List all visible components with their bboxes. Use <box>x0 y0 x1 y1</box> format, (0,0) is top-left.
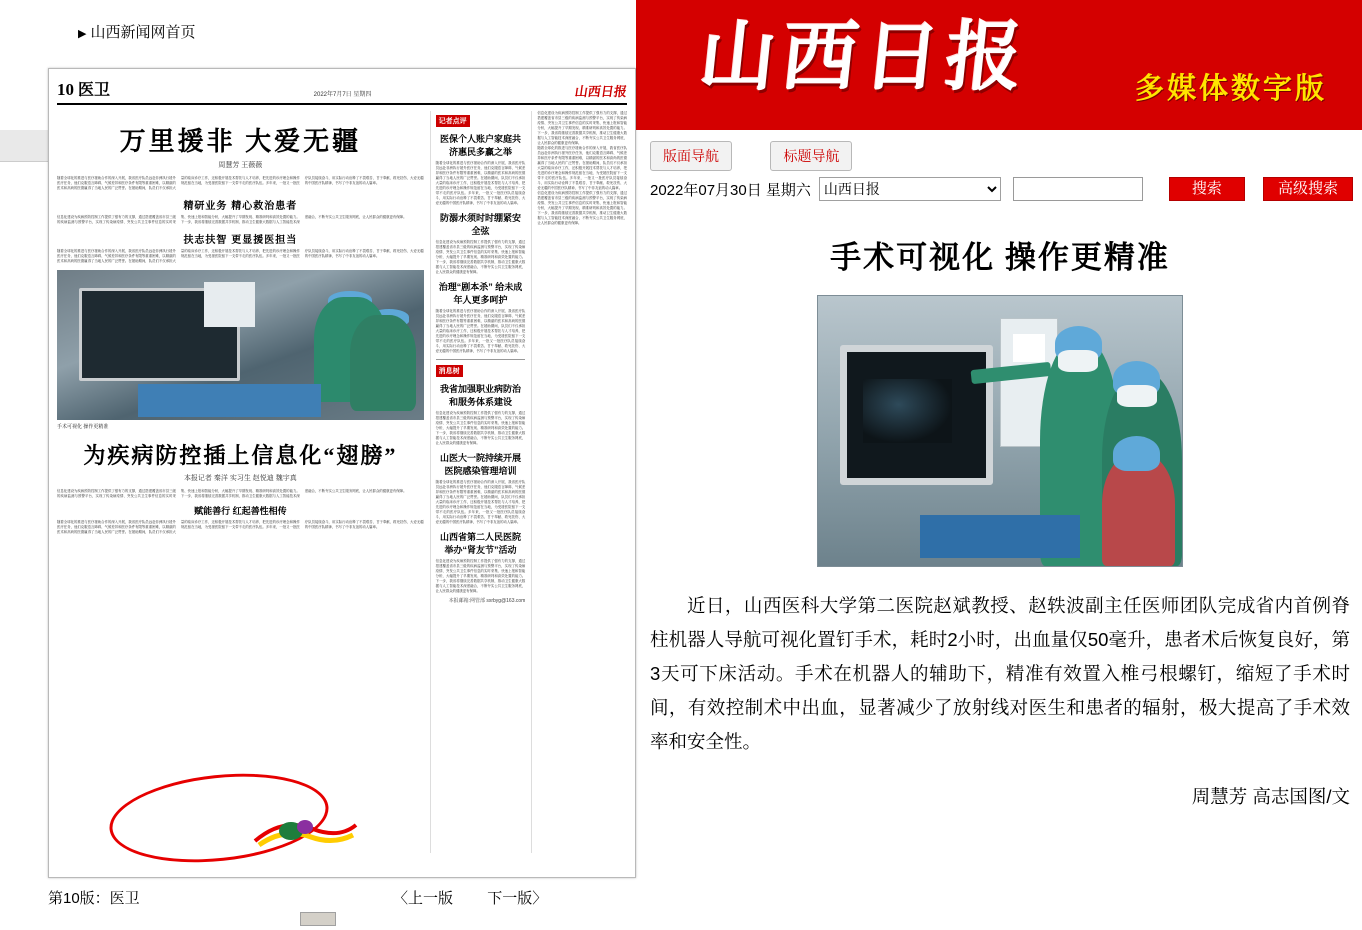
newspaper-body-text: 随着全球化的推进与医疗援助合作的深入开展，我省医疗队员远赴非洲执行援外医疗任务，他们克服语言障碍、气候差异和医疗条件有限等重重困难，以精湛的医术和高尚的医德赢得了当地人民的广泛赞誉。在援助期间，队员们不仅承担大量的临床诊疗工作，还积极开展技术帮扶与人才培养，把先进的诊疗理念和操作规范留在当地，为受援医院留下一支带不走的医疗队伍。多年来，一批又一批医疗队员接续奋斗，用实际行动诠释了不畏艰苦、甘于奉献、救死扶伤、大爱无疆的中国医疗队精神，书写了中非友谊的动人篇章。 <box>435 480 526 524</box>
newspaper-body-text: 信息化建设为疾病预防控制工作提供了强有力的支撑，通过搭建覆盖省市县三级的疾病监测与预警平台，实现了传染病疫情、突发公共卫生事件信息的实时采集、快速上报和智能分析，大幅提升了早期发现、精准研判和高效处置的能力。下一步，我省将继续完善数据共享机制，推动卫生健康大数据与人工智能技术深度融合，不断夯实公共卫生服务网底，让人民群众的健康更有保障。 <box>435 559 526 593</box>
newspaper-subhead-2: 扶志扶智 更显援医担当 <box>183 235 298 246</box>
newspaper-body-text: 信息化建设为疾病预防控制工作提供了强有力的支撑，通过搭建覆盖省市县三级的疾病监测与预警平台，实现了传染病疫情、突发公共卫生事件信息的实时采集、快速上报和智能分析，大幅提升了早期发现、精准研判和高效处置的能力。下一步，我省将继续完善数据共享机制，推动卫生健康大数据与人工智能技术深度融合，不断夯实公共卫生服务网底，让人民群众的健康更有保障。 <box>537 191 627 225</box>
horizontal-scrollbar-thumb[interactable] <box>300 912 336 926</box>
newspaper-column-3 <box>531 111 627 853</box>
site-logo-subtitle: 多媒体数字版 <box>1135 73 1328 105</box>
search-button[interactable]: 搜索 <box>1169 177 1245 201</box>
cart-shape <box>204 282 255 327</box>
operating-table-shape <box>138 384 321 417</box>
triangle-right-icon: ▶ <box>78 28 87 40</box>
newspaper-column-2 <box>430 111 526 853</box>
tag-badge: 记者点评 <box>436 115 470 127</box>
paper-footer <box>48 884 636 914</box>
newspaper-subhead-3: 赋能善行 红起善性相传 <box>194 506 287 516</box>
newspaper-page-preview[interactable] <box>48 68 636 878</box>
colored-scribble-annotation <box>253 811 358 851</box>
newspaper-tag-comment <box>436 115 526 127</box>
newspaper-body-text: 随着全球化的推进与医疗援助合作的深入开展，我省医疗队员远赴非洲执行援外医疗任务，他们克服语言障碍、气候差异和医疗条件有限等重重困难，以精湛的医术和高尚的医德赢得了当地人民的广泛赞誉。在援助期间，队员们不仅承担大量的临床诊疗工作，还积极开展技术帮扶与人才培养，把先进的诊疗理念和操作规范留在当地，为受援医院留下一支带不走的医疗队伍。多年来，一批又一批医疗队员接续奋斗，用实际行动诠释了不畏艰苦、甘于奉献、救死扶伤、大爱无疆的中国医疗队精神，书写了中非友谊的动人篇章。 <box>57 176 424 190</box>
cart-label-shape <box>1013 334 1044 362</box>
next-page-link[interactable]: 下一版〉 <box>487 890 548 907</box>
operating-table-shape <box>920 515 1080 558</box>
newspaper-col2-head-5: 山医大一院持续开展医院感染管理培训 <box>439 453 521 476</box>
home-link-label: 山西新闻网首页 <box>90 24 196 41</box>
nav-button-group <box>650 141 886 171</box>
newspaper-body-text: 随着全球化的推进与医疗援助合作的深入开展，我省医疗队员远赴非洲执行援外医疗任务，他们克服语言障碍、气候差异和医疗条件有限等重重困难，以精湛的医术和高尚的医德赢得了当地人民的广泛赞誉。在援助期间，队员们不仅承担大量的临床诊疗工作，还积极开展技术帮扶与人才培养，把先进的诊疗理念和操作规范留在当地，为受援医院留下一支带不走的医疗队伍。多年来，一批又一批医疗队员接续奋斗，用实际行动诠释了不畏艰苦、甘于奉献、救死扶伤、大爱无疆的中国医疗队精神，书写了中非友谊的动人篇章。 <box>57 249 424 263</box>
site-logo-text: 山西日报 <box>695 16 1033 100</box>
title-nav-button[interactable]: 标题导航 <box>770 141 852 171</box>
newspaper-body-text: 随着全球化的推进与医疗援助合作的深入开展，我省医疗队员远赴非洲执行援外医疗任务，他们克服语言障碍、气候差异和医疗条件有限等重重困难，以精湛的医术和高尚的医德赢得了当地人民的广泛赞誉。在援助期间，队员们不仅承担大量的临床诊疗工作，还积极开展技术帮扶与人才培养，把先进的诊疗理念和操作规范留在当地，为受援医院留下一支带不走的医疗队伍。多年来，一批又一批医疗队员接续奋斗，用实际行动诠释了不畏艰苦、甘于奉献、救死扶伤、大爱无疆的中国医疗队精神，书写了中非友谊的动人篇章。 <box>57 520 424 534</box>
current-page-label: 第10版：医卫 <box>48 890 140 907</box>
article-credit: 周慧芳 高志国图/文 <box>1191 786 1350 807</box>
home-link[interactable] <box>78 21 195 42</box>
newspaper-page-number: 10 <box>57 80 74 99</box>
newspaper-page-section <box>57 77 110 100</box>
newspaper-headline-second: 为疾病防控插上信息化“翅膀” <box>83 443 398 468</box>
newspaper-photo-caption: 手术可视化 操作更精准 <box>57 424 109 430</box>
newspaper-photo <box>57 270 424 420</box>
newspaper-headline-main: 万里援非 大爱无疆 <box>119 127 362 156</box>
site-logo[interactable] <box>695 8 1040 108</box>
doctor-shape <box>350 315 416 411</box>
newspaper-body-text: 信息化建设为疾病预防控制工作提供了强有力的支撑，通过搭建覆盖省市县三级的疾病监测与预警平台，实现了传染病疫情、突发公共卫生事件信息的实时采集、快速上报和智能分析，大幅提升了早期发现、精准研判和高效处置的能力。下一步，我省将继续完善数据共享机制，推动卫生健康大数据与人工智能技术深度融合，不断夯实公共卫生服务网底，让人民群众的健康更有保障。 <box>435 411 526 445</box>
newspaper-masthead-row <box>57 77 627 105</box>
newspaper-columns <box>57 111 627 853</box>
surgical-mask-shape <box>1117 385 1157 407</box>
article-body: 近日，山西医科大学第二医院赵斌教授、赵轶波副主任医师团队完成省内首例脊柱机器人导航可视化置钉手术，耗时2小时，出血量仅50毫升，患者术后恢复良好，第3天可下床活动。手术在机器人的辅助下，精准有效置入椎弓根螺钉，缩短了手术时间，有效控制术中出血，显著减少了放射线对医生和患者的辐射，极大提高了手术效率和安全性。 <box>650 595 1350 752</box>
newspaper-tag-news <box>436 365 526 377</box>
pager <box>393 887 577 908</box>
tag-badge: 消息树 <box>436 365 463 377</box>
newspaper-footer-contact: 本报邮箱:网管部 sxrbyg@163.com <box>448 598 526 604</box>
newspaper-body-text: 随着全球化的推进与医疗援助合作的深入开展，我省医疗队员远赴非洲执行援外医疗任务，他们克服语言障碍、气候差异和医疗条件有限等重重困难，以精湛的医术和高尚的医德赢得了当地人民的广泛赞誉。在援助期间，队员们不仅承担大量的临床诊疗工作，还积极开展技术帮扶与人才培养，把先进的诊疗理念和操作规范留在当地，为受援医院留下一支带不走的医疗队伍。多年来，一批又一批医疗队员接续奋斗，用实际行动诠释了不畏艰苦、甘于奉献、救死扶伤、大爱无疆的中国医疗队精神，书写了中非友谊的动人篇章。 <box>537 146 627 190</box>
newspaper-section-name: 医卫 <box>78 82 111 99</box>
layout-nav-button[interactable]: 版面导航 <box>650 141 732 171</box>
search-input[interactable] <box>1013 177 1143 201</box>
newspaper-issue-info: 2022年7月7日 星期四 <box>313 92 372 98</box>
newspaper-brand: 山西日报 <box>573 84 628 99</box>
article-panel <box>650 222 1350 809</box>
newspaper-body-text: 信息化建设为疾病预防控制工作提供了强有力的支撑，通过搭建覆盖省市县三级的疾病监测与预警平台，实现了传染病疫情、突发公共卫生事件信息的实时采集、快速上报和智能分析，大幅提升了早期发现、精准研判和高效处置的能力。下一步，我省将继续完善数据共享机制，推动卫生健康大数据与人工智能技术深度融合，不断夯实公共卫生服务网底，让人民群众的健康更有保障。 <box>57 215 407 224</box>
prev-page-link[interactable]: 〈上一版 <box>393 890 454 907</box>
surgery-visualization-photo <box>817 295 1183 567</box>
newspaper-col2-head-1: 医保个人账户家庭共济惠民多赢之举 <box>439 134 521 157</box>
newspaper-page-inner <box>57 77 627 869</box>
newspaper-body-text: 随着全球化的推进与医疗援助合作的深入开展，我省医疗队员远赴非洲执行援外医疗任务，他们克服语言障碍、气候差异和医疗条件有限等重重困难，以精湛的医术和高尚的医德赢得了当地人民的广泛赞誉。在援助期间，队员们不仅承担大量的临床诊疗工作，还积极开展技术帮扶与人才培养，把先进的诊疗理念和操作规范留在当地，为受援医院留下一支带不走的医疗队伍。多年来，一批又一批医疗队员接续奋斗，用实际行动诠释了不畏艰苦、甘于奉献、救死扶伤、大爱无疆的中国医疗队精神，书写了中非友谊的动人篇章。 <box>435 309 526 353</box>
surgical-mask-shape <box>1058 350 1098 372</box>
newspaper-body-text: 随着全球化的推进与医疗援助合作的深入开展，我省医疗队员远赴非洲执行援外医疗任务，他们克服语言障碍、气候差异和医疗条件有限等重重困难，以精湛的医术和高尚的医德赢得了当地人民的广泛赞誉。在援助期间，队员们不仅承担大量的临床诊疗工作，还积极开展技术帮扶与人才培养，把先进的诊疗理念和操作规范留在当地，为受援医院留下一支带不走的医疗队伍。多年来，一批又一批医疗队员接续奋斗，用实际行动诠释了不畏艰苦、甘于奉献、救死扶伤、大爱无疆的中国医疗队精神，书写了中非友谊的动人篇章。 <box>435 161 526 205</box>
newspaper-body-text: 信息化建设为疾病预防控制工作提供了强有力的支撑，通过搭建覆盖省市县三级的疾病监测与预警平台，实现了传染病疫情、突发公共卫生事件信息的实时采集、快速上报和智能分析，大幅提升了早期发现、精准研判和高效处置的能力。下一步，我省将继续完善数据共享机制，推动卫生健康大数据与人工智能技术深度融合，不断夯实公共卫生服务网底，让人民群众的健康更有保障。 <box>435 240 526 274</box>
newspaper-column-main <box>57 111 424 853</box>
newspaper-col2-head-2: 防溺水须时时绷紧安全弦 <box>439 213 521 236</box>
newspaper-byline-second: 本报记者 秦洋 实习生 赵悦迪 魏宇真 <box>183 475 297 482</box>
divider <box>436 359 526 360</box>
newspaper-subhead-1: 精研业务 精心救治患者 <box>183 201 298 212</box>
search-bar <box>650 176 1353 202</box>
newspaper-col2-head-6: 山西省第二人民医院举办“肾友节”活动 <box>439 532 521 555</box>
monitor-icon <box>840 345 993 485</box>
newspaper-col2-head-3: 治理“剧本杀” 给未成年人更多呵护 <box>438 282 523 305</box>
newspaper-col2-head-4: 我省加强职业病防治和服务体系建设 <box>439 384 521 407</box>
issue-date-label: 2022年07月30日 星期六 <box>650 181 811 199</box>
newspaper-body-text: 信息化建设为疾病预防控制工作提供了强有力的支撑，通过搭建覆盖省市县三级的疾病监测与预警平台，实现了传染病疫情、突发公共卫生事件信息的实时采集、快速上报和智能分析，大幅提升了早期发现、精准研判和高效处置的能力。下一步，我省将继续完善数据共享机制，推动卫生健康大数据与人工智能技术深度融合，不断夯实公共卫生服务网底，让人民群众的健康更有保障。 <box>57 489 407 498</box>
newspaper-byline-main: 周慧芳 王薇薇 <box>218 162 263 169</box>
newspaper-body-text: 信息化建设为疾病预防控制工作提供了强有力的支撑，通过搭建覆盖省市县三级的疾病监测与预警平台，实现了传染病疫情、突发公共卫生事件信息的实时采集、快速上报和智能分析，大幅提升了早期发现、精准研判和高效处置的能力。下一步，我省将继续完善数据共享机制，推动卫生健康大数据与人工智能技术深度融合，不断夯实公共卫生服务网底，让人民群众的健康更有保障。 <box>537 111 627 145</box>
surgical-cap-shape <box>1113 436 1160 471</box>
advanced-search-button[interactable]: 高级搜索 <box>1263 177 1353 201</box>
article-title: 手术可视化 操作更精准 <box>830 240 1170 275</box>
paper-select[interactable] <box>819 177 1001 201</box>
